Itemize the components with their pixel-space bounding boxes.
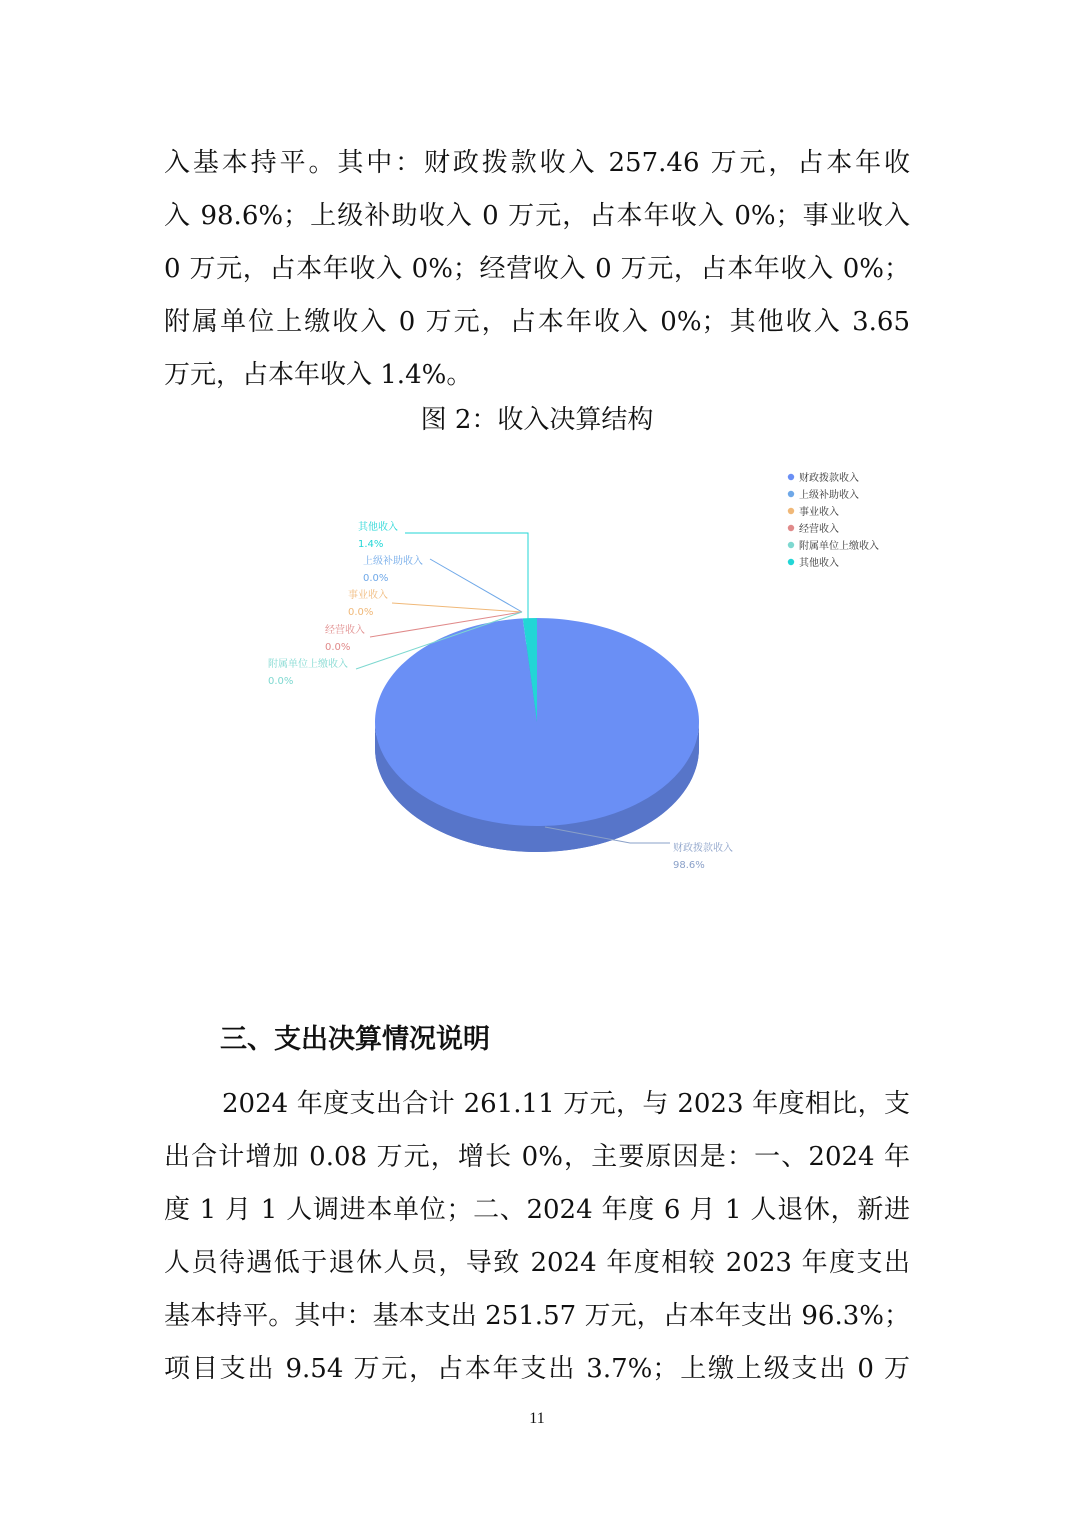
slice-value-5: 1.4% (358, 539, 384, 550)
page-number: 11 (529, 1410, 545, 1427)
paragraph-expenditure-summary (164, 1078, 910, 1396)
text-line: 万元，占本年收入 1.4%。 (164, 360, 473, 390)
chart-legend (788, 471, 879, 569)
legend-marker-0 (788, 474, 794, 480)
slice-label-3: 经营收入 (325, 625, 365, 636)
leader-line-2 (392, 603, 522, 612)
legend-label-1: 上级补助收入 (799, 490, 859, 501)
income-structure-pie-chart (0, 455, 1074, 895)
pie-top (375, 618, 699, 826)
slice-value-3: 0.0% (325, 642, 351, 653)
text-line: 基本持平。其中：基本支出 251.57 万元，占本年支出 96.3%； (164, 1301, 910, 1331)
text-line: 人员待遇低于退休人员，导致 2024 年度相较 2023 年度支出 (164, 1248, 910, 1278)
text-line: 入 98.6%；上级补助收入 0 万元，占本年收入 0%；事业收入 (164, 201, 910, 231)
legend-marker-5 (788, 559, 794, 565)
legend-marker-4 (788, 542, 794, 548)
figure-caption: 图 2：收入决算结构 (420, 405, 654, 435)
slice-value-1: 0.0% (363, 573, 389, 584)
text-line: 度 1 月 1 人调进本单位；二、2024 年度 6 月 1 人退休，新进 (164, 1195, 910, 1225)
legend-marker-3 (788, 525, 794, 531)
slice-label-5: 其他收入 (358, 522, 398, 533)
legend-marker-2 (788, 508, 794, 514)
text-line: 入基本持平。其中：财政拨款收入 257.46 万元，占本年收 (164, 148, 910, 178)
slice-label-4: 附属单位上缴收入 (268, 659, 348, 670)
leader-line-5 (405, 533, 528, 620)
slice-value-2: 0.0% (348, 607, 374, 618)
text-line: 出合计增加 0.08 万元，增长 0%，主要原因是：一、2024 年 (164, 1142, 910, 1172)
paragraph-income-summary (164, 137, 910, 402)
legend-label-3: 经营收入 (799, 524, 839, 535)
legend-label-2: 事业收入 (799, 507, 839, 518)
slice-value-0: 98.6% (673, 860, 705, 871)
slice-label-0: 财政拨款收入 (673, 843, 733, 854)
text-line: 附属单位上缴收入 0 万元，占本年收入 0%；其他收入 3.65 (164, 307, 910, 337)
leader-line-1 (430, 559, 522, 612)
legend-marker-1 (788, 491, 794, 497)
slice-value-4: 0.0% (268, 676, 294, 687)
text-line: 0 万元，占本年收入 0%；经营收入 0 万元，占本年收入 0%； (164, 254, 910, 284)
legend-label-4: 附属单位上缴收入 (799, 541, 879, 552)
legend-label-0: 财政拨款收入 (799, 473, 859, 484)
text-line: 项目支出 9.54 万元，占本年支出 3.7%；上缴上级支出 0 万 (164, 1354, 910, 1384)
legend-label-5: 其他收入 (799, 558, 839, 569)
section-heading: 三、支出决算情况说明 (220, 1024, 490, 1055)
text-line: 2024 年度支出合计 261.11 万元，与 2023 年度相比，支 (222, 1089, 910, 1119)
slice-label-1: 上级补助收入 (363, 556, 423, 567)
slice-label-2: 事业收入 (348, 590, 388, 601)
pie-slice-0 (375, 618, 699, 826)
